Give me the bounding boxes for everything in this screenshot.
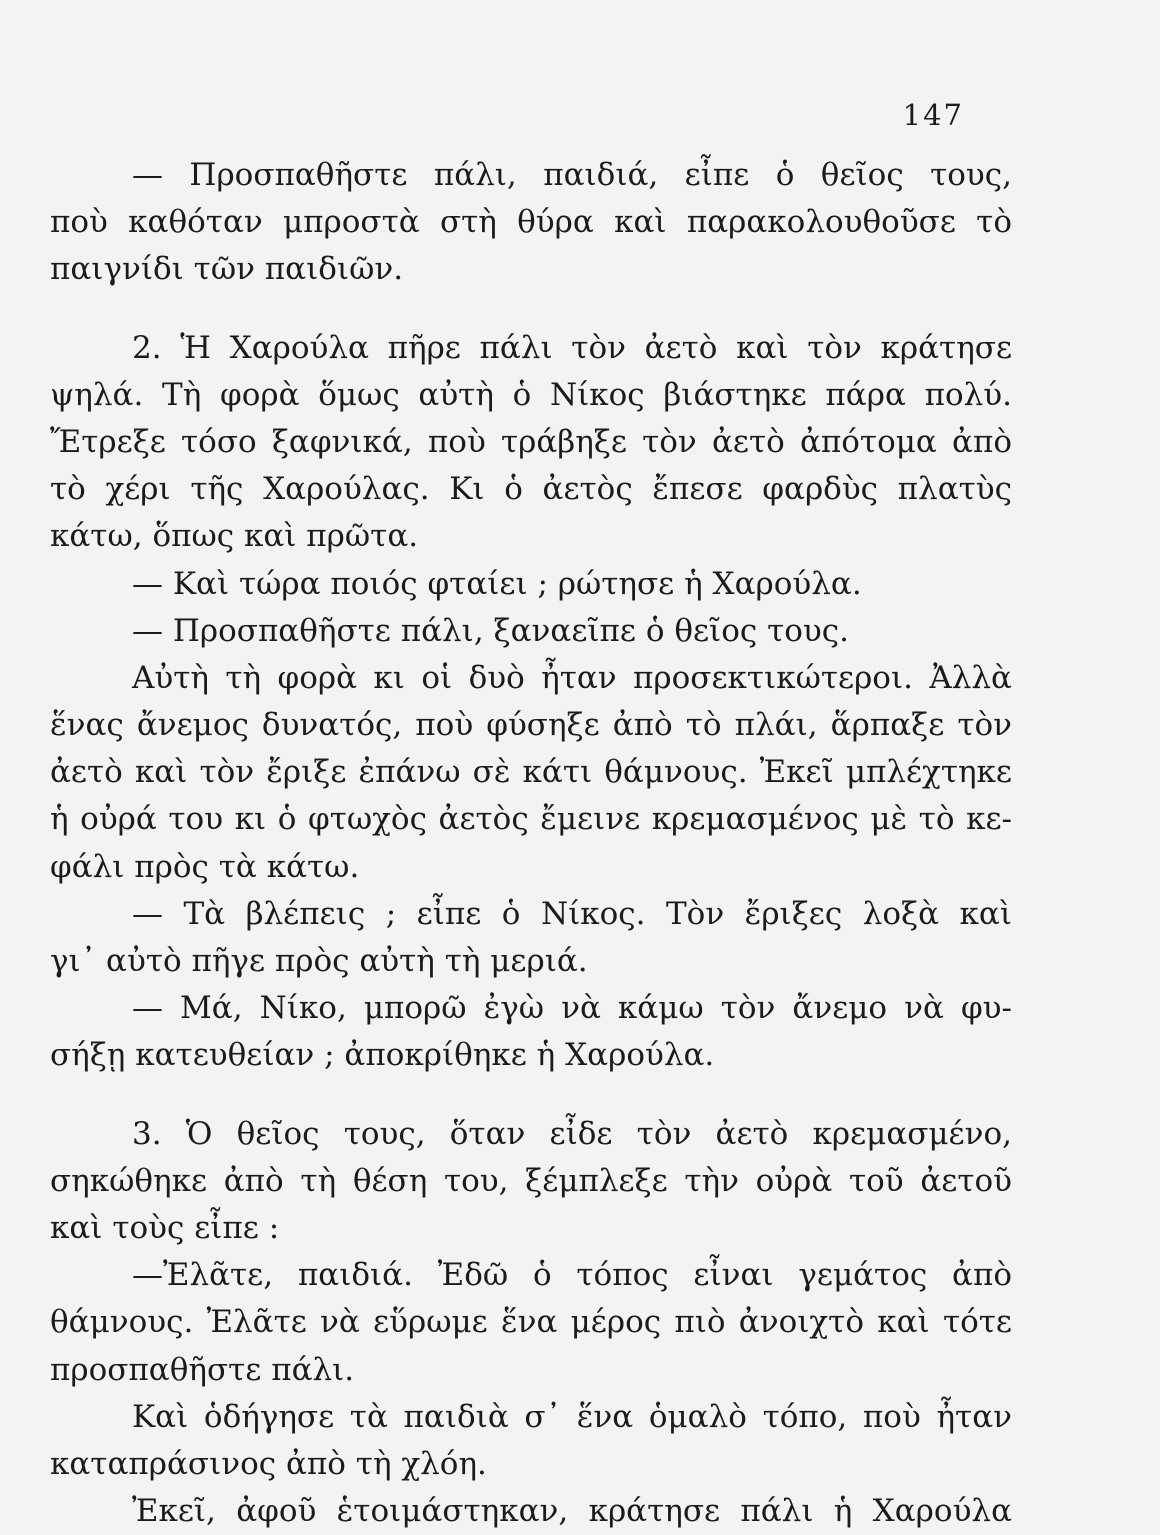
text-line: καὶ τοὺς εἶπε : xyxy=(50,1209,280,1246)
paragraph-gap xyxy=(50,294,1012,325)
text-line: Ἐκεῖ, ἀφοῦ ἑτοιμάστηκαν, κράτησε πάλι ἡ Χαρούλα xyxy=(132,1493,1012,1530)
text-line: γι᾿ αὐτὸ πῆγε πρὸς αὐτὴ τὴ μεριά. xyxy=(50,943,588,979)
text-line: ψηλά. Τὴ φορὰ ὅμως αὐτὴ ὁ Νίκος βιάστηκε πάρα πολύ. xyxy=(50,376,1012,413)
text-line: —Ἐλᾶτε, παιδιά. Ἐδῶ ὁ τόπος εἶναι γεμάτος ἀπὸ xyxy=(132,1257,1012,1294)
text-line: προσπαθῆστε πάλι. xyxy=(50,1351,355,1388)
text-line: ἡ οὐρά του κι ὁ φτωχὸς ἀετὸς ἔμεινε κρεμασμένος μὲ τὸ κε- xyxy=(50,801,1012,838)
text-line: — Προσπαθῆστε πάλι, ξαναεῖπε ὁ θεῖος τους. xyxy=(132,612,849,649)
text-line: ποὺ καθόταν μπροστὰ στὴ θύρα καὶ παρακολουθοῦσε τὸ xyxy=(50,204,1012,241)
text-line: κάτω, ὅπως καὶ πρῶτα. xyxy=(50,518,419,555)
text-line: τὸ χέρι τῆς Χαρούλας. Κι ὁ ἀετὸς ἔπεσε φαρδὺς πλατὺς xyxy=(50,471,1012,508)
text-line: φάλι πρὸς τὰ κάτω. xyxy=(50,848,360,885)
text-line: — Προσπαθῆστε πάλι, παιδιά, εἶπε ὁ θεῖος τους, xyxy=(132,157,1012,193)
text-line: 2. Ἡ Χαρούλα πῆρε πάλι τὸν ἀετὸ καὶ τὸν κράτησε xyxy=(132,329,1012,366)
text-line: σηκώθηκε ἀπὸ τὴ θέση του, ξέμπλεξε τὴν οὐρὰ τοῦ ἀετοῦ xyxy=(50,1162,1012,1199)
text-line: ἀετὸ καὶ τὸν ἔριξε ἐπάνω σὲ κάτι θάμνους. Ἐκεῖ μπλέχτηκε xyxy=(50,754,1012,791)
paragraph-gap xyxy=(50,1080,1012,1111)
text-line: 3. Ὁ θεῖος τους, ὅταν εἶδε τὸν ἀετὸ κρεμασμένο, xyxy=(132,1115,1012,1152)
text-line: — Μά, Νίκο, μπορῶ ἐγὼ νὰ κάμω τὸν ἄνεμο νὰ φυ- xyxy=(132,990,1012,1027)
text-line: παιγνίδι τῶν παιδιῶν. xyxy=(50,251,404,288)
text-line: Ἔτρεξε τόσο ξαφνικά, ποὺ τράβηξε τὸν ἀετὸ ἀπότομα ἀπὸ xyxy=(50,423,1012,460)
text-line: καταπράσινος ἀπὸ τὴ χλόη. xyxy=(50,1445,487,1482)
text-line: Καὶ ὁδήγησε τὰ παιδιὰ σ᾿ ἕνα ὁμαλὸ τόπο, ποὺ ἦταν xyxy=(132,1398,1012,1435)
text-line: ἕνας ἄνεμος δυνατός, ποὺ φύσηξε ἀπὸ τὸ πλάι, ἅρπαξε τὸν xyxy=(50,707,1012,744)
text-line: θάμνους. Ἐλᾶτε νὰ εὕρωμε ἕνα μέρος πιὸ ἀνοιχτὸ καὶ τότε xyxy=(50,1304,1012,1341)
text-line: Αὐτὴ τὴ φορὰ κι οἱ δυὸ ἦταν προσεκτικώτεροι. Ἀλλὰ xyxy=(132,659,1012,696)
page-number: 147 xyxy=(902,98,964,132)
text-line: — Τὰ βλέπεις ; εἶπε ὁ Νίκος. Τὸν ἔριξες λοξὰ καὶ xyxy=(132,895,1012,932)
text-line: — Καὶ τώρα ποιός φταίει ; ρώτησε ἡ Χαρούλα. xyxy=(132,565,862,602)
body-text xyxy=(50,152,1012,1535)
text-line: σήξῃ κατευθείαν ; ἀποκρίθηκε ἡ Χαρούλα. xyxy=(50,1037,715,1074)
